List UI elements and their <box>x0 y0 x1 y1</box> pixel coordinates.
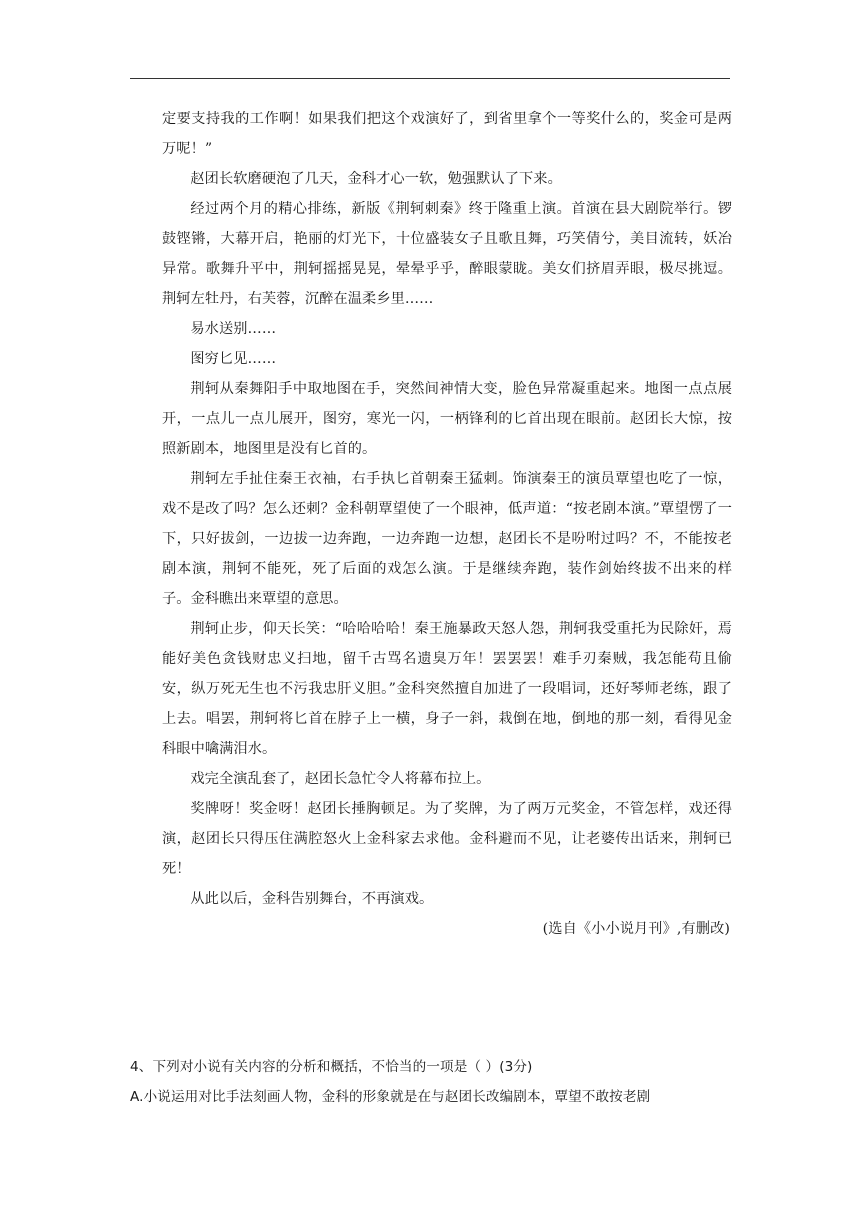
header-rule <box>130 78 730 79</box>
paragraph: 荆轲左手扯住秦王衣袖，右手执匕首朝秦王猛刺。饰演秦王的演员覃望也吃了一惊，戏不是改了吗？怎么还刺？金科朝覃望使了一个眼神，低声道：“按老剧本演。”覃望愣了一下，只好拔剑，一边拔一边奔跑，一边奔跑一边想，赵团长不是吩咐过吗？不，不能按老剧本演，荆轲不能死，死了后面的戏怎么演。于是继续奔跑，装作剑始终拔不出来的样子。金科瞧出来覃望的意思。 <box>162 471 732 607</box>
question-block <box>130 1052 732 1112</box>
paragraph: 定要支持我的工作啊！如果我们把这个戏演好了，到省里拿个一等奖什么的，奖金可是两万呢！” <box>162 111 732 157</box>
paragraph: 图穷匕见…… <box>190 351 277 367</box>
paragraph: 戏完全演乱套了，赵团长急忙令人将幕布拉上。 <box>190 771 491 787</box>
option-a: A.小说运用对比手法刻画人物，金科的形象就是在与赵团长改编剧本，覃望不敢按老剧 <box>130 1089 651 1105</box>
paragraph: 经过两个月的精心排练，新版《荆轲刺秦》终于隆重上演。首演在县大剧院举行。锣鼓铿锵，大幕开启，艳丽的灯光下，十位盛装女子且歌且舞，巧笑倩兮，美目流转，妖冶异常。歌舞升平中，荆轲摇摇晃晃，晕晕乎乎，醉眼蒙眬。美女们挤眉弄眼，极尽挑逗。荆轲左牡丹，右芙蓉，沉醉在温柔乡里…… <box>162 201 732 307</box>
source-citation: (选自《小小说月刊》,有删改) <box>542 921 730 937</box>
paragraph: 赵团长软磨硬泡了几天，金科才心一软，勉强默认了下来。 <box>190 171 562 187</box>
question-stem: 4、下列对小说有关内容的分析和概括，不恰当的一项是（ ）(3分) <box>130 1059 533 1075</box>
paragraph: 从此以后，金科告别舞台，不再演戏。 <box>190 891 434 907</box>
paragraph: 奖牌呀！奖金呀！赵团长捶胸顿足。为了奖牌，为了两万元奖金，不管怎样，戏还得演，赵团长只得压住满腔怒火上金科家去求他。金科避而不见，让老婆传出话来，荆轲已死！ <box>162 801 732 877</box>
paragraph: 荆轲从秦舞阳手中取地图在手，突然间神情大变，脸色异常凝重起来。地图一点点展开，一点儿一点儿展开，图穷，寒光一闪，一柄锋利的匕首出现在眼前。赵团长大惊，按照新剧本，地图里是没有匕首的。 <box>162 381 732 457</box>
paragraph: 荆轲止步，仰天长笑：“哈哈哈哈！秦王施暴政天怒人怨，荆轲我受重托为民除奸，焉能好美色贪钱财忠义扫地，留千古骂名遗臭万年！罢罢罢！难手刃秦贼，我怎能苟且偷安，纵万死无生也不污我忠肝义胆。”金科突然擅自加进了一段唱词，还好琴师老练，跟了上去。唱罢，荆轲将匕首在脖子上一横，身子一斜，栽倒在地，倒地的那一刻，看得见金科眼中噙满泪水。 <box>162 621 732 757</box>
document-body <box>162 104 732 944</box>
paragraph: 易水送别…… <box>190 321 277 337</box>
